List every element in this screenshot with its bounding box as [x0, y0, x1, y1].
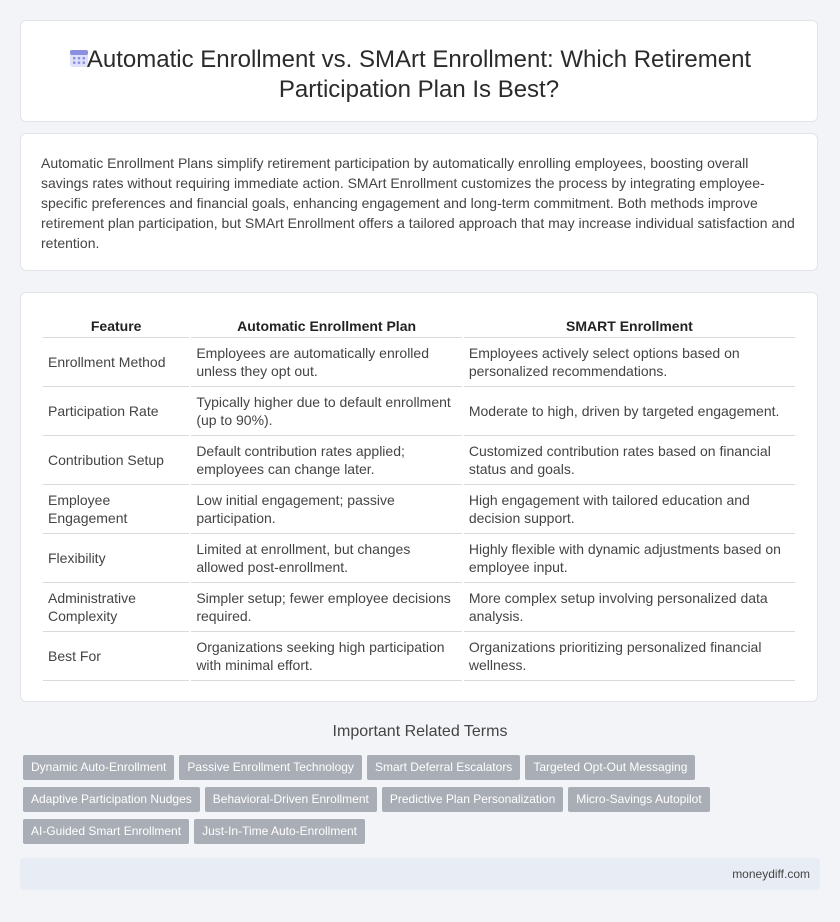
feature-cell: Employee Engagement: [43, 485, 189, 534]
table-header-row: [43, 315, 795, 338]
intro-paragraph: Automatic Enrollment Plans simplify retirement participation by automatically enrolling employees, boosting overall savings rates without requiring immediate action. SMArt Enrollment customizes the process by integrating employee-specific preferences and financial goals, enhancing engagement and long-term commitment. Both methods improve retirement plan participation, but SMArt Enrollment offers a tailored approach that may increase individual satisfaction and retention.: [41, 155, 795, 251]
feature-cell: Flexibility: [43, 534, 189, 583]
automatic-cell: Employees are automatically enrolled unless they opt out.: [191, 338, 462, 387]
automatic-cell: Simpler setup; fewer employee decisions required.: [191, 583, 462, 632]
smart-cell: Moderate to high, driven by targeted engagement.: [464, 387, 795, 436]
automatic-cell: Typically higher due to default enrollment (up to 90%).: [191, 387, 462, 436]
feature-cell: Contribution Setup: [43, 436, 189, 485]
header-automatic: Automatic Enrollment Plan: [191, 315, 462, 338]
feature-cell: Administrative Complexity: [43, 583, 189, 632]
site-link[interactable]: moneydiff.com: [732, 867, 810, 881]
smart-cell: Customized contribution rates based on financial status and goals.: [464, 436, 795, 485]
header-feature: Feature: [43, 315, 189, 338]
related-term-tag[interactable]: Behavioral-Driven Enrollment: [205, 787, 377, 812]
smart-cell: High engagement with tailored education and decision support.: [464, 485, 795, 534]
related-term-tag[interactable]: Targeted Opt-Out Messaging: [525, 755, 695, 780]
table-row: [43, 436, 795, 485]
smart-cell: More complex setup involving personalized data analysis.: [464, 583, 795, 632]
related-terms-title: Important Related Terms: [332, 723, 508, 740]
table-row: [43, 632, 795, 681]
feature-cell: Best For: [43, 632, 189, 681]
footer: [20, 858, 820, 890]
related-term-tag[interactable]: Micro-Savings Autopilot: [568, 787, 709, 812]
title-card: [20, 20, 818, 122]
automatic-cell: Low initial engagement; passive participation.: [191, 485, 462, 534]
table-row: [43, 338, 795, 387]
related-term-tag[interactable]: Adaptive Participation Nudges: [23, 787, 200, 812]
smart-cell: Highly flexible with dynamic adjustments based on employee input.: [464, 534, 795, 583]
table-row: [43, 485, 795, 534]
comparison-table: [41, 315, 797, 681]
related-term-tag[interactable]: Predictive Plan Personalization: [382, 787, 563, 812]
table-row: [43, 534, 795, 583]
automatic-cell: Organizations seeking high participation with minimal effort.: [191, 632, 462, 681]
table-row: [43, 583, 795, 632]
related-term-tag[interactable]: Dynamic Auto-Enrollment: [23, 755, 174, 780]
related-term-tag[interactable]: Smart Deferral Escalators: [367, 755, 520, 780]
automatic-cell: Default contribution rates applied; employees can change later.: [191, 436, 462, 485]
automatic-cell: Limited at enrollment, but changes allowed post-enrollment.: [191, 534, 462, 583]
comparison-card: [20, 292, 818, 702]
smart-cell: Employees actively select options based on personalized recommendations.: [464, 338, 795, 387]
feature-cell: Participation Rate: [43, 387, 189, 436]
intro-card: [20, 133, 818, 271]
smart-cell: Organizations prioritizing personalized financial wellness.: [464, 632, 795, 681]
page-title: Automatic Enrollment vs. SMArt Enrollment: Which Retirement Participation Plan Is Best?: [86, 46, 752, 103]
related-term-tag[interactable]: Just-In-Time Auto-Enrollment: [194, 819, 365, 844]
related-terms-list: [23, 755, 803, 851]
table-row: [43, 387, 795, 436]
related-term-tag[interactable]: AI-Guided Smart Enrollment: [23, 819, 189, 844]
feature-cell: Enrollment Method: [43, 338, 189, 387]
related-term-tag[interactable]: Passive Enrollment Technology: [179, 755, 362, 780]
header-smart: SMART Enrollment: [464, 315, 795, 338]
